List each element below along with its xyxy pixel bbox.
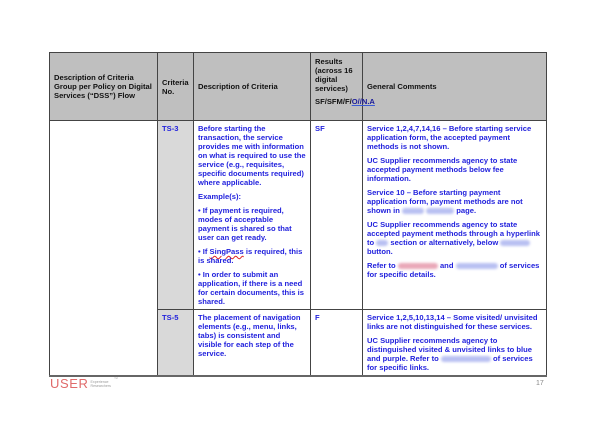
redacted-link[interactable] — [398, 263, 438, 269]
criteria-table-container — [49, 52, 546, 377]
table-header-row — [50, 53, 547, 121]
comment-text: and — [439, 261, 454, 270]
comments-cell — [363, 121, 547, 310]
header-results-legend — [315, 97, 375, 106]
comment-text: UC Supplier recommends agency to distinguished visited & unvisited links to blue and purple. Refer — [367, 336, 532, 363]
logo-tagline-line2: Researchers — [90, 383, 111, 388]
redacted-text — [441, 356, 491, 362]
user-experience-researchers-logo — [50, 376, 118, 391]
criteria-no-cell: TS-5 — [158, 310, 194, 377]
group-cell — [50, 121, 158, 377]
header-results — [311, 53, 375, 121]
comment: UC Supplier recommends agency to state accepted payment methods below fee information. — [367, 156, 518, 183]
comment — [367, 336, 542, 372]
header-results-main: Results (across 16 digital services) — [315, 57, 353, 93]
header-comments: General Comments — [363, 53, 547, 121]
comment — [367, 220, 542, 256]
comments-cell — [363, 310, 547, 377]
bullet-suffix: is required, this is shared. — [198, 247, 303, 265]
comment: Service 1,2,5,10,13,14 – Some visited/ unvisited links are not distinguished for these services. — [367, 313, 538, 331]
logo-tagline — [91, 380, 111, 388]
comment-text: of services for specific details. — [367, 261, 540, 279]
redacted-text — [376, 240, 388, 246]
criteria-no-cell: TS-3 — [158, 121, 194, 310]
trademark-icon: ™ — [113, 376, 118, 381]
comment-text: page. — [456, 206, 477, 215]
comment — [367, 261, 542, 279]
result-cell: SF — [311, 121, 363, 310]
example-bullet: • In order to submit an application, if there is a need for certain documents, this is shared. — [198, 270, 304, 306]
comment-text: section or alternatively, below — [390, 238, 499, 247]
example-bullet: • If payment is required, modes of acceptable payment is shared so that user can get ready. — [198, 206, 292, 242]
redacted-text — [426, 208, 454, 214]
redacted-text — [402, 208, 424, 214]
example-bullet — [198, 247, 306, 265]
redacted-text — [500, 240, 530, 246]
comment-text: Service 10 – Before starting payment application form, payment methods are not shown in — [367, 188, 523, 215]
header-criteria-no: Criteria No. — [158, 53, 194, 121]
comment-text: Refer to — [367, 261, 396, 270]
comment-text: UC Supplier recommends agency to state accepted payment methods through a hyperlink to — [367, 220, 541, 247]
description-intro: Before starting the transaction, the service provides me with information on what is required to use the service (e.g., requisites, specific documents required) where applicable. — [198, 124, 306, 187]
header-description: Description of Criteria — [194, 53, 311, 121]
header-group: Description of Criteria Group per Policy on Digital Services (“DSS”) Flow — [50, 53, 158, 121]
result-cell: F — [311, 310, 363, 377]
criteria-table — [49, 52, 547, 377]
logo-wordmark: USER — [50, 376, 89, 391]
page-number: 17 — [536, 380, 544, 387]
results-legend-link[interactable]: O//N.A — [351, 97, 375, 106]
description-cell: The placement of navigation elements (e.g., menu, links, tabs) is consistent and visible for each step of the service. — [194, 310, 311, 377]
comment: Service 1,2,4,7,14,16 – Before starting service application form, the accepted payment methods is not shown. — [367, 124, 532, 151]
redacted-text — [456, 263, 498, 269]
bullet-prefix: • If — [198, 247, 210, 256]
comment — [367, 188, 542, 215]
table-row — [50, 121, 547, 310]
examples-label: Example(s): — [198, 192, 242, 201]
comment-text: to — [431, 354, 439, 363]
description-cell — [194, 121, 311, 310]
comment-text: of services for specific links. — [367, 354, 533, 372]
logo-tagline-line1: Experience — [90, 379, 109, 384]
results-legend-prefix: SF/SFM/F/ — [315, 97, 352, 106]
comment-text: button. — [367, 247, 393, 256]
singpass-term: SingPass — [209, 247, 244, 256]
